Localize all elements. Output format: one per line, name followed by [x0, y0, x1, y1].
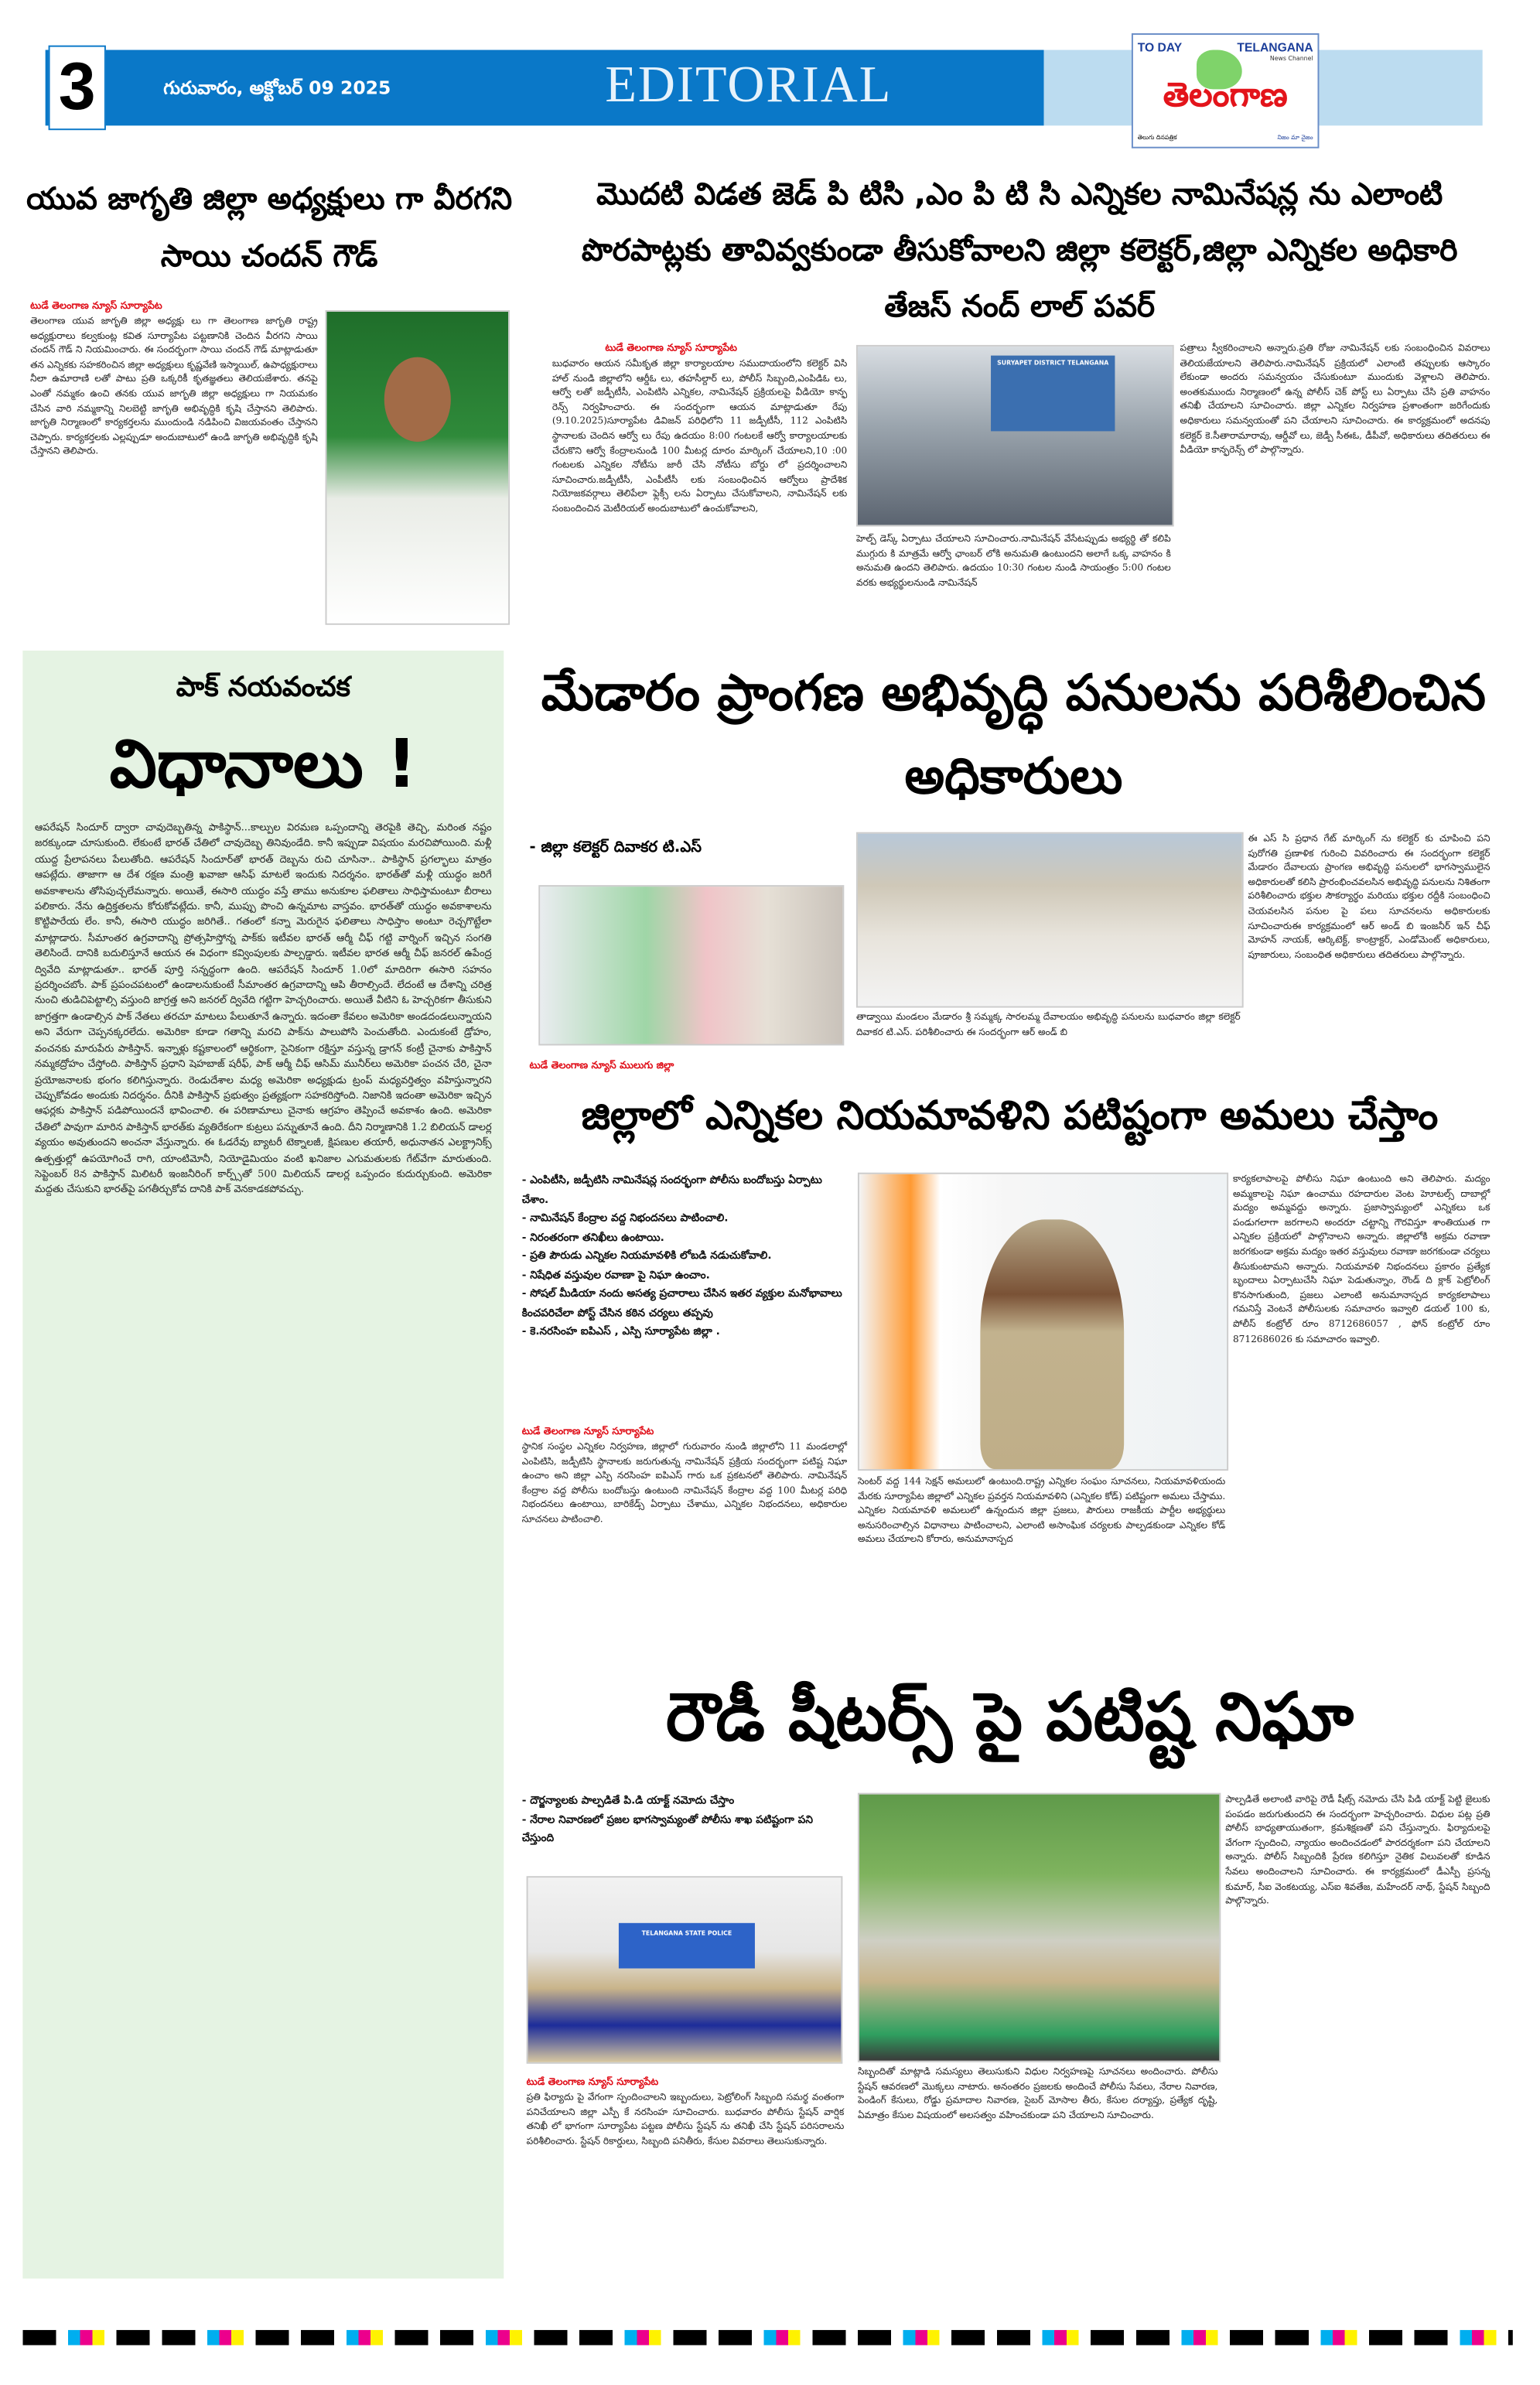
story3-subhead: - జిల్లా కలెక్టర్ దివాకర టి.ఎస్: [529, 839, 702, 856]
bullet-item: - నేరాల నివారణలో ప్రజల భాగస్వామ్యంతో పోలీసు శాఖ పటిష్టంగా పని చేస్తుంది: [521, 1813, 813, 1845]
story1-dateline: టుడే తెలంగాణ న్యూస్ సూర్యాపేట: [30, 299, 162, 312]
issue-date: గురువారం, అక్టోబర్ 09 2025: [163, 77, 391, 99]
story4-column-3: కార్యకలాపాలపై పోలీసు నిఘా ఉంటుంది అని తెలిపారు. మద్యం అమ్మకాలపై నిఘా ఉంచాము రహదారుల వెంట హెూటల్స్ దాబాల్లో మద్యం అమ్మవద్దు అన్నారు. ప్రజాస్వామ్యంలో ఎన్నికలు ఒక పండుగలాగా జరగాలని అందరూ చట్టాన్ని గౌరవిస్తూ శాంతియుత గా ఎన్నికల ప్రక్రియలో పాల్గొనాలని అన్నారు. జిల్లాలోకి అక్రమ రవాణా జరగకుండా అక్రమ మద్యం ఇతర వస్తువులు రవాణా జరగకుండా చర్యలు తీసుకుంటామని అన్నారు. నియమావళి నిభందనలు ప్రకారం ప్రత్యేక బృందాలు ఏర్పాటుచేసి నిఘా పెడుతున్నాం, రౌండ్ ది క్లాక్ పెట్రోలింగ్ కొనసాగుతుంది, ప్రజలు ఎలాంటి అనుమానాస్పద కార్యకలాపాలు గమనిస్తే వెంటనే పోలీసులకు సమాచారం ఇవ్వాలి డయల్ 100 కు, పోలీస్ కంట్రోల్ రూం 8712686057 , ఫోన్ కంట్రోల్ రూం 8712686026 కు సమాచారం ఇవ్వాలి.: [1232, 1174, 1490, 1345]
story5-column-2: సిబ్బందితో మాట్లాడి సమస్యలు తెలుసుకుని విధుల నిర్వహణపై సూచనలు అందించారు. పోలీసు స్టేషన్ ఆవరణలో మొక్కలు నాటారు. అనంతరం ప్రజలకు అందించే పోలీసు సేవలు, నేరాల నివారణ, పెండింగ్ కేసులు, రోడ్డు ప్రమాదాల నివారణ, సైబర్ మోసాల తీరు, కేసుల దర్యాప్తు, ప్రత్యేక దృష్టి, ఏమాత్రం కేసుల విషయంలో అలసత్వం వహించకుండా పని చేయాలని సూచించారు.: [857, 2066, 1218, 2121]
story3-column: ఈ ఎస్ సి ప్రధాన గేట్ మార్కింగ్ ను కలెక్టర్ కు చూపించి పని పురోగతి ప్రణాళిక గురించి వివరించారు ఈ సందర్భంగా కలెక్టర్ మేడారం దేవాలయ ప్రాంగణ అభివృద్ధి పనులలో భాగస్వాములైన అధికారులతో కలిసి ప్రారంభించవలసిన అభివృద్ధి పనులను నిశితంగా పరిశీలించారు భక్తుల సౌకర్యార్థం మరియు భక్తుల రద్దీకి సంబంధించి చెయవలసిన పనుల పై పలు సూచనలను అధికారులకు సూచించారుఈ కార్యక్రమంలో ఆర్ అండ్ బి ఇంజనీర్ ఇన్ చీఫ్ మోహన్ నాయక్, ఆర్కిటెక్ట్, కాంట్రాక్టర్, ఎండోమెంట్ అధికారులు, పూజారులు, సంబంధిత అధికారులు తదితరులు పాల్గొన్నారు.: [1248, 833, 1490, 961]
editorial-body: ఆపరేషన్ సిందూర్ ద్వారా చావుదెబ్బతిన్న పాకిస్థాన్...కాల్పుల విరమణ ఒప్పందాన్ని తెరపైకి తెచ్చి, మరింత నష్టం జరక్కుండా చూసుకుంది. లేకుంటే భారత్ చేతిలో చావుదెబ్బ తినివుండేది. కానీ ఇప్పుడా విషయం మరచిపోయింది. మళ్లీ యుద్ద ప్రేలాపనలు పేలుతోంది. ఆపరేషన్ సిందూర్‌తో భారత్ దెబ్బను రుచి చూసినా.. పాకిస్థాన్ ప్రగల్భాలు మాత్రం ఆపట్లేదు. తాజాగా ఆ దేశ రక్షణ మంత్రి ఖవాజా ఆసిఫ్ మాటలే ఇందుకు నిదర్శనం. భారత్‌తో మళ్లీ యుద్ధం జరిగే అవకాశాలను తోసిపుచ్చలేమన్నారు. అయితే, ఈసారి యుద్ధం వస్తే తాము అనుకూల ఫలితాలు సాధిస్తామంటూ బీరాలు పలికారు. నేను ఉద్రిక్తతలను కోరుకోవట్లేదు. కానీ, ముప్పు పొంచి ఉన్నమాట వాస్తవం. భారత్‌తో యుద్ధం అవకాశాలను కొట్టిపారేయ లేం. కానీ, ఈసారి యుద్ధం జరిగితే.. గతంలో కన్నా మెరుగైన ఫలితాలు సాధిస్తాం అంటూ రెచ్చగొట్టేలా మాట్లాడారు. సీమాంతర ఉగ్రవాదాన్ని ప్రోత్సహిస్తోన్న పాక్‌కు ఇటీవల భారత్ ఆర్మీ చీఫ్ గట్టి వార్నింగ్ ఇచ్చిన సంగతి తెలిసిందే. దానికి బదులిస్తూనే ఆయన ఈ విధంగా కవ్వింపులకు పాల్పడ్డారు. ఇటీవల భారత ఆర్మీ చీఫ్ జనరల్ ఉపేంద్ర ద్వివేది మాట్లాడుతూ.. భారత్ పూర్తి సన్నద్ధంగా ఉంది. ఆపరేషన్ సిందూర్ 1.0లో మాదిరిగా ఈసారి సహనం ప్రదర్శించబోం. పాక్ ప్రపంచపటంలో ఉండాలనుకుంటే సీమాంతర ఉగ్రవాదాన్ని ఆపి తీరాల్సిందే. లేదంటే ఆ దేశాన్ని చరిత్ర నుంచి తుడిచిపెట్టాల్సి వస్తుంది జాగ్రత్త అని జనరల్ ద్వివేది గట్టిగా హెచ్చరించారు. అయితే వీటిని ఓ హెచ్చరికగా తీసుకుని జాగ్రత్తగా ఉండాల్సిన పాక్ నేతలు తరచూ మాటలు పేలుతూనే ఉన్నారు. ఇదంతా కేవలం అమెరికా అండదండలున్నాయని అని వేరుగా చెప్పనక్కరలేదు. అమెరికా కూడా గతాన్ని మరచి పాక్‌ను పాలుపోసి పెంచుతోంది. ఎందుకంటే డ్రోహం, వంచనకు మారుపేరు పాకిస్తాన్. ఇన్నాళ్లు కష్టకాలంలో ఆర్థికంగా, సైనికంగా రక్షిస్తూ వస్తున్న డ్రాగన్ కంట్రీ చైనాకు పాకిస్తాన్ నమ్మకద్రోహం చేస్తోంది. పాకిస్తాన్ ప్రధాని షెహబాజ్ షరీఫ్, పాక్ ఆర్మీ చీఫ్ ఆసిమ్ మునీర్‌లు అమెరికా పంచన చేరి, చైనా ప్రయోజనాలకు భంగం కలిగిస్తున్నారు. రెండుదేశాల మధ్య అమెరికా అధ్యక్షుడు ట్రంప్ మధ్యవర్తిత్వం వహిస్తున్నారని చెప్పుకోవడం అందుకు నిదర్శనం. దీనికి పాకిస్తాన్ ప్రభుత్వం ప్రత్యక్షంగా సహకరిస్తోంది. నిజానికి ఇదంతా అమెరికా ఇచ్చిన ఆఫర్లకు పాకిస్తాన్ పడిపోయిందనే భావించాలి. ఈ పరిణామాలు చైనాకు ఆగ్రహం తెప్పించే అవకాశం ఉంది. అమెరికా చేతిలో పావుగా మారిన పాకిస్తాన్ భారత్‌కు వ్యతిరేకంగా కుట్రలు పన్నుతూనే ఉంది. దీని నిర్మాణానికి 1.2 బిలియన్ డాలర్ల వ్యయం అవుతుందని అంచనా వేస్తున్నారు. ఈ ఓడరేవు బ్యాటరీ టెక్నాలజీ, క్షిపణుల తయారీ, అధునాతన ఎలక్ట్రానిక్స్ ఉత్పత్తుల్లో ఉపయోగించే రాగి, యాంటిమోనీ, నియోడైమియం వంటి ఖనిజాల ఎగుమతులకు గేట్‌వేగా మారుతుంది. సెప్టెంబర్ 8న పాకిస్తాన్ మిలిటరీ ఇంజనీరింగ్ కార్ప్స్‌తో 500 మిలియన్ డాలర్ల ఒప్పందం కుదుర్చుకుంది. అమెరికా మద్దతు చేసుకుని భారత్‌పై పగతీర్చుకోవ దానికి పాక్ వెనకాడకపోవచ్చు.: [34, 821, 492, 1196]
story5-photo-police-parade: [858, 1793, 1221, 2062]
story5-column-1: ప్రతి ఫిర్యాదు పై వేగంగా స్పందించాలని ఇబ్బందులు, పెట్రోలింగ్ సిబ్బంది సమర్థ వంతంగా పనిచేయాలని జిల్లా ఎస్పీ కే నరసింహ సూచించారు. బుధవారం పోలీసు స్టేషన్ వార్షిక తనిఖీ లో భాగంగా సూర్యాపేట పట్టణ పోలీసు స్టేషన్ ను తనిఖీ చేసి స్టేషన్ పరిసరాలను పరిశీలించారు. స్టేషన్ రికార్డులు, సిబ్బంది పనితీరు, కేసుల వివరాలు తెలుసుకున్నారు.: [526, 2092, 845, 2147]
story2-column-2: హెల్ప్ డెస్క్ ఏర్పాటు చేయాలని సూచించారు.నామినేషన్ వేసేటప్పుడు అభ్యర్థి తో కలిపి ముగ్గురు కి మాత్రమే ఆర్వో ఛాంబర్ లోకి అనుమతి ఉంటుందని అలాగే ఒక్క వాహనం కి అనుమతి ఉందని తెలిపారు. ఉదయం 10:30 గంటల నుండి సాయంత్రం 5:00 గంటల వరకు అభ్యర్థులనుండి నామినేషన్: [855, 534, 1171, 589]
story3-caption: తాడ్వాయి మండలం మేడారం శ్రీ సమ్మక్క సారలమ్మ దేవాలయం అభివృద్ధి పనులను బుధవారం జిల్లా కలెక్టర్ దివాకర టి.ఎస్. పరిశీలించారు ఈ సందర్భంగా ఆర్ అండ్ బి: [855, 1012, 1241, 1037]
story2-column-1: బుధవారం ఆయన సమీకృత జిల్లా కార్యాలయాల సముదాయంలోని కలెక్టర్ విసి హాల్ నుండి జిల్లాలోని ఆర్డీఓ లు, తహసీల్దార్ లు, పోలీస్ సిబ్బంది,ఎంపిడిఓ లు, ఆర్వో లతో జడ్పీటీసీ, ఎంపిటిసి ఎన్నికల, నామినేషన్ ప్రక్రియలపై వీడియో కాన్ఫ రెన్స్ నిర్వహించారు. ఈ సందర్భంగా ఆయన మాట్లాడుతూ రేపు (9.10.2025)సూర్యాపేట డివిజన్ పరిధిలోని 11 జడ్పీటీసీ, 112 ఎంపిటిసి స్థానాలకు చెందిన ఆర్వో లు రేపు ఉదయం 8:00 గంటలకే ఆర్వో కార్యాలయాలకు చేరుకొని ఆర్వో కేంద్రాలనుండి 100 మీటర్ల దూరం మార్కింగ్ చేయాలని,10 :00 గంటలకు ఎన్నికల నోటీసు జారీ చేసి నోటీసు బోర్డు లో ప్రదర్శించాలని సూచించారు.జడ్పీటీసీ, ఎంపీటీసీ లకు సంబంధించిన ఆర్వోలు ప్రాదేశిక నియోజకవర్గాలు తెలిపేలా ఫ్లెక్సీ లను ఏర్పాటు చేసుకోవాలని, నామినేషన్ లకు సంబందించిన మెటీరియల్ అందుబాటులో ఉంచుకోవాలని,: [551, 358, 848, 514]
story4-column-2: సెంటర్ వద్ద 144 సెక్షన్ అమలులో ఉంటుంది.రాష్ట్ర ఎన్నికల సంఘం సూచనలు, నియమావళియందు మేరకు సూర్యాపేట జిల్లాలో ఎన్నికల ప్రవర్తన నియమావళిని (ఎన్నికల కోడ్) పటిష్టంగా అమలు చేస్తాము. ఎన్నికల నియమావళి అమలులో ఉన్నందున జిల్లా ప్రజలు, పౌరులు రాజకీయ పార్టీల అభ్యర్థులు అనుసరించాల్సిన విధానాలు పాటించాలని, ఎలాంటి అసాంఘిక చర్యలకు పాల్పడకుండా ఎన్నికల కోడ్ అమలు చేయాలని కోరారు, అనుమానాస్పద: [857, 1476, 1226, 1546]
story4-sp-portrait-photo: [858, 1173, 1228, 1471]
story5-column-3: పాల్పడితే అలాంటి వారిపై రౌడీ షీట్స్ నమోదు చేసి పిడి యాక్ట్ పెట్టి జైలుకు పంపడం జరుగుతుందని ఈ సందర్భంగా హెచ్చరించారు. విధుల పట్ల ప్రతి పోలీస్ బాధ్యతాయుతంగా, క్రమశిక్షణతో పని చేస్తున్నారు. ఫిర్యాదులపై వేగంగా స్పందించి, న్యాయం అందించడంలో పారదర్శకంగా పని చేయాలని అన్నారు. పోలీస్ సిబ్బందికి ప్రేరణ కలిగిస్తూ నైతిక విలువలతో కూడిన సేవలు అందించాలని సూచించారు. ఈ కార్యక్రమంలో డీఎస్పీ ప్రసన్న కుమార్, సీఐ వెంకటయ్య, ఎస్ఐ శివతేజ, మహేందర్ నాథ్, స్టేషన్ సిబ్బంది పాల్గొన్నారు.: [1225, 1794, 1490, 1907]
story4-column-1: స్థానిక సంస్థల ఎన్నికల నిర్వహణ, జిల్లాలో గురువారం నుండి జిల్లాలోని 11 మండలాల్లో ఎంపిటిసి, జడ్పీటిసి స్థానాలకు జరుగుతున్న నామినేషన్ ప్రక్రియ సందర్భంగా పటిష్ట నిఘా ఉంచాం అని జిల్లా ఎస్పి నరసింహ ఐపిఎస్ గారు ఒక ప్రకటనలో తెలిపారు. నామినేషన్ కేంద్రాల వద్ద పోలీసు బందోబస్తు ఉంటుంది నామినేషన్ కేంద్రాల వద్ద 100 మీటర్ల పరిధి నిభందనలు ఉంటాయి, బారికేడ్స్ ఏర్పాటు చేశాము, ఎన్నికల నిభందనలు, అధికారుల సూచనలు పాటించాలి.: [521, 1441, 848, 1526]
editorial-kicker: పాక్ నయవంచక: [176, 671, 350, 704]
story5-photo-station-inspection: TELANGANA STATE POLICE: [527, 1876, 843, 2064]
officer: [980, 1219, 1124, 1469]
story3-photo-site-plan: [856, 832, 1244, 1008]
editorial-box: [22, 651, 504, 2278]
bullet-item: - నిరంతరంగా తనిఖీలు ఉంటాయి.: [521, 1231, 664, 1243]
bullet-item: - నిషేధిత వస్తువుల రవాణా పై నిఘా ఉంచాం.: [521, 1268, 710, 1281]
story2-headline: మొదటి విడత జెడ్ పి టిసి ,ఎం పి టి సి ఎన్నికల నామినేషన్ల ను ఎలాంటి పొరపాట్లకు తావివ్వకుండా తీసుకోవాలని జిల్లా కలెక్టర్,జిల్లా ఎన్నికల అధికారి తేజస్ నంద్ లాల్ పవర్: [581, 175, 1458, 324]
masthead-logo: TO DAY TELANGANA News Channel తెలంగాణ తెలుగు దినపత్రిక నిజం మా నైజం: [1132, 33, 1320, 149]
bullet-item: - ప్రతి పౌరుడు ఎన్నికల నియమావళికి లోబడి నడుచుకోవాలి.: [521, 1249, 772, 1263]
bullet-item: - కె.నరసింహ ఐపిఎస్ , ఎస్పి సూర్యాపేట జిల్లా .: [521, 1325, 720, 1338]
story2-dateline: టుడే తెలంగాణ న్యూస్ సూర్యాపేట: [605, 342, 737, 354]
story4-headline: జిల్లాలో ఎన్నికల నియమావళిని పటిష్టంగా అమలు చేస్తాం: [581, 1094, 1439, 1140]
story5-dateline: టుడే తెలంగాణ న్యూస్ సూర్యాపేట: [526, 2076, 659, 2089]
story2-video-conference-photo: SURYAPET DISTRICT TELANGANA: [856, 345, 1174, 527]
story5-bullets: [522, 1792, 847, 1848]
bullet-item: - సోషల్ మీడియా నందు అసత్య ప్రచారాలు చేసిన ఇతర వ్యక్తుల మనోభావాలు కించపరిచేలా పోస్ట్ చేసిన కఠిన చర్యలు తప్పవు: [521, 1287, 842, 1319]
story4-dateline: టుడే తెలంగాణ న్యూస్ సూర్యాపేట: [521, 1425, 654, 1438]
section-title: EDITORIAL: [605, 57, 893, 114]
bullet-item: - దౌర్జన్యాలకు పాల్పడితే పి.డి యాక్ట్ నమోదు చేస్తాం: [521, 1794, 735, 1807]
story1-portrait-photo: [325, 310, 510, 625]
story3-dateline: టుడే తెలంగాణ న్యూస్ ములుగు జిల్లా: [529, 1059, 674, 1071]
bullet-item: - నామినేషన్ కేంద్రాల వద్ద నిభందనలు పాటించాలి.: [521, 1211, 729, 1225]
page-number: 3: [49, 46, 106, 131]
story3-headline: మేడారం ప్రాంగణ అభివృద్ధి పనులను పరిశీలించిన అధికారులు: [541, 662, 1486, 805]
story1-headline: యువ జాగృతి జిల్లా అధ్యక్షులు గా వీరగని సాయి చందన్ గౌడ్: [26, 179, 513, 274]
story3-photo-officials: [538, 885, 844, 1045]
story5-headline: రౌడీ షీటర్స్ పై పటిష్ట నిఘా: [665, 1679, 1354, 1757]
screen: [991, 356, 1115, 432]
story4-bullets: [522, 1171, 847, 1341]
color-registration-strip: [22, 2330, 1512, 2346]
story1-body: తెలంగాణ యువ జాగృతి జిల్లా అధ్యక్షు లు గా తెలంగాణ జాగృతి రాష్ట్ర అధ్యక్షురాలు కల్వకుంట్ల కవిత సూర్యాపేట పట్టణానికి చెందిన వీరగని సాయి చందన్ గౌడ్ ని నియమించారు. ఈ సందర్భంగా సాయి చందన్ గౌడ్ మాట్లాడుతూ తన ఎన్నికకు సహకరించిన జిల్లా అధ్యక్షులు కృష్ణవేణి ఇస్మాయిల్, ఉపాధ్యక్షురాలు నీలా ఉమారాణి లతో పాటు ప్రతి ఒక్కరికీ కృతజ్ఞతలు తెలియజేశారు. తనపై ఎంతో నమ్మకం ఉంచి తనకు యువ జాగృతి జిల్లా అధ్యక్షులు గా నియమకం చేసిన వారి నమ్మకాన్ని నిలబెట్టి జాగృతి అభివృద్ధికి కృషి చేస్తానని తెలిపారు. జాగృతి నిర్మాణంలో కార్యకర్తలను ముందుండి నడిపించి విజయవంతం చేస్తానని చెప్పారు. కార్యకర్తలకు ఎల్లప్పుడూ అందుబాటులో ఉండి జాగృతి అభివృద్ధికి కృషి చేస్తానని తెలిపారు.: [30, 316, 318, 458]
face: [384, 357, 451, 442]
bullet-item: - ఎంపిటీసి, జడ్పీటిసి నామినేషన్ల సందర్భంగా పోలీసు బందోబస్తు ఏర్పాటు చేశాం.: [521, 1174, 822, 1205]
story2-column-3: పత్రాలు స్వీకరించాలని అన్నారు.ప్రతి రోజు నామినేషన్ లకు సంబంధించిన వివరాలు తెలియజేయాలని తెలిపారు.నామినేషన్ ప్రక్రియలో ఎలాంటి తప్పులకు ఆస్కారం లేకుండా అందరు సమన్వయం చేసుకుంటూ ముందుకు వెళ్లాలని తెలిపారు. అంతకుముందు నిర్మాణంలో ఉన్న పోలీస్ చెక్ పోస్ట్ లు ఏర్పాటు చేసి ప్రతి వాహనం తనిఖీ చేయాలని సూచించారు. జిల్లా ఎన్నికల నిర్వహణ ప్రశాంతంగా జరిగేందుకు అధికారులు సమన్వయంతో పని చేయాలని సూచించారు. ఈ కార్యక్రమంలో అదనపు కలెక్టర్ కె.సీతారామారావు, ఆర్డీవో లు, జెడ్పీ సీఈఓ, డీపీవో, అధికారులు తదితరులు ఈ వీడియో కాన్ఫరెన్స్ లో పాల్గొన్నారు.: [1180, 343, 1490, 456]
editorial-title: విధానాలు !: [109, 726, 418, 804]
